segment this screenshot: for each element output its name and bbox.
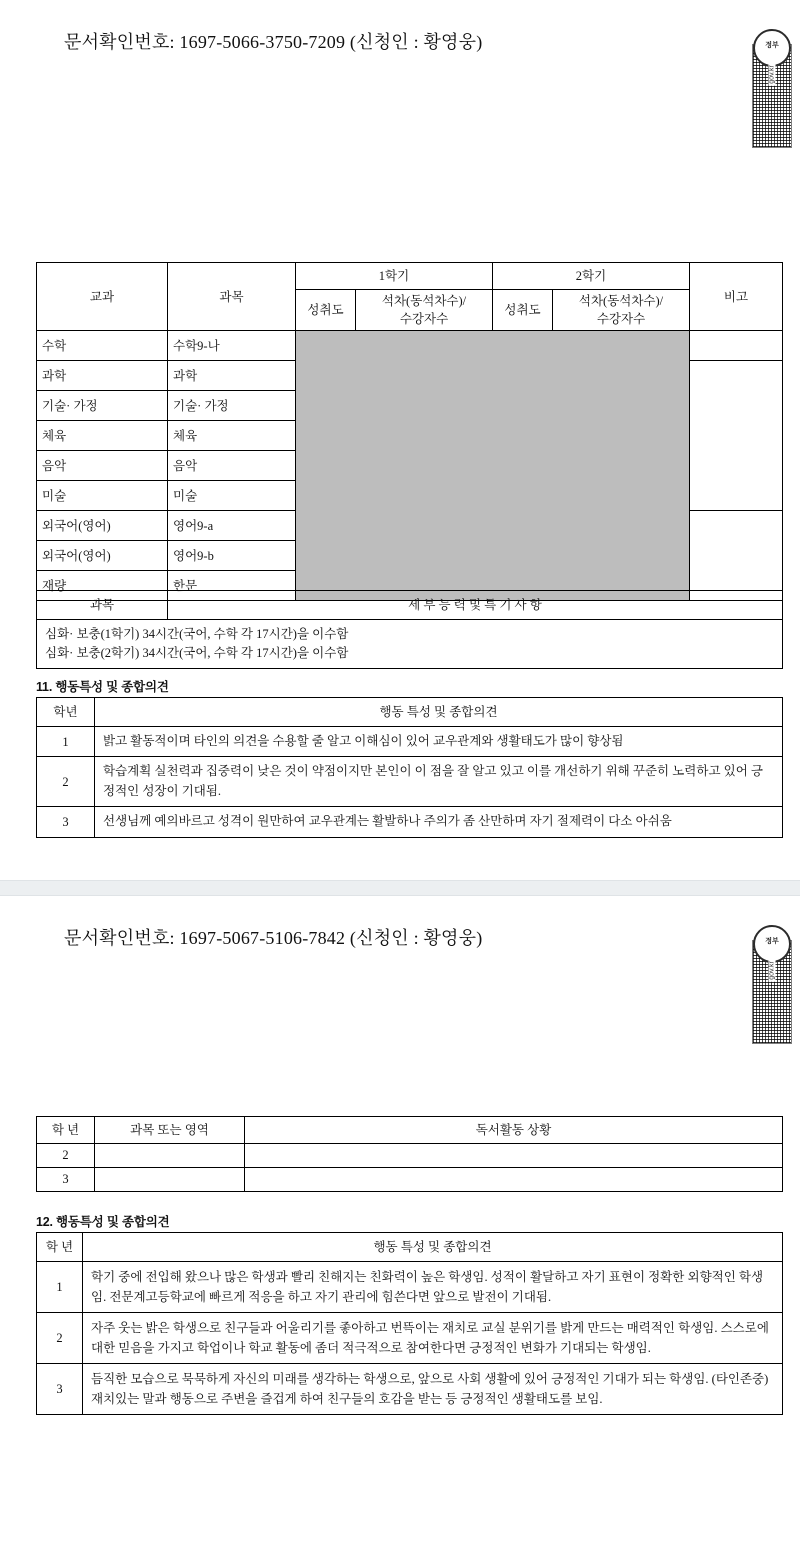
behavior-table-container-1 xyxy=(36,697,782,838)
behavior-header-content: 행동 특성 및 종합의견 xyxy=(95,698,783,727)
detail-line-1: 심화· 보충(1학기) 34시간(국어, 수학 각 17시간)을 이수함 xyxy=(45,627,349,642)
page-separator xyxy=(0,880,800,896)
behavior-table-1 xyxy=(36,697,783,838)
reading-subject xyxy=(95,1144,245,1168)
cell-subject-area: 체육 xyxy=(37,421,168,451)
reading-grade: 3 xyxy=(37,1168,95,1192)
header-term-2: 2학기 xyxy=(493,263,690,290)
table-row xyxy=(37,757,783,807)
behavior-text: 학습계획 실천력과 집중력이 낮은 것이 약점이지만 본인이 이 점을 잘 알고 있고 이를 개선하기 위해 꾸준히 노력하고 있어 긍정적인 성장이 기대됨. xyxy=(95,757,783,807)
reading-grade: 2 xyxy=(37,1144,95,1168)
grades-table xyxy=(36,262,783,601)
grades-header-row-1 xyxy=(37,263,783,290)
header-rank-line2: 수강자수 xyxy=(399,312,449,327)
government-stamp-1 xyxy=(752,44,792,148)
header-term-1: 1학기 xyxy=(296,263,493,290)
reading-header-grade: 학 년 xyxy=(37,1117,95,1144)
header-rank-term1 xyxy=(356,290,493,331)
behavior-grade: 2 xyxy=(37,757,95,807)
header-achievement-term1: 성취도 xyxy=(296,290,356,331)
government-stamp-2 xyxy=(752,940,792,1044)
cell-remark xyxy=(690,331,783,361)
behavior-grade: 1 xyxy=(37,727,95,757)
cell-remark xyxy=(690,511,783,601)
reading-activity-table-container xyxy=(36,1116,782,1192)
table-row xyxy=(37,331,783,361)
behavior2-header-grade: 학 년 xyxy=(37,1233,83,1262)
detail-ability-table xyxy=(36,590,783,669)
cell-subject: 체육 xyxy=(168,421,296,451)
behavior-table-2 xyxy=(36,1232,783,1415)
cell-subject-area: 외국어(영어) xyxy=(37,541,168,571)
section-12-caption: 12. 행동특성 및 종합의견 xyxy=(36,1215,170,1229)
government-seal-icon: 정부 xyxy=(753,29,791,67)
table-row xyxy=(37,1313,783,1364)
header-rank2-line1: 석차(동석차수)/ xyxy=(578,294,664,308)
behavior2-grade: 3 xyxy=(37,1364,83,1415)
detail-header-row xyxy=(37,591,783,620)
behavior-text: 선생님께 예의바르고 성격이 원만하여 교우관계는 활발하나 주의가 좀 산만하며 자기 절제력이 다소 아쉬움 xyxy=(95,807,783,837)
table-row xyxy=(37,1144,783,1168)
cell-subject: 한문 xyxy=(168,571,296,601)
cell-remark xyxy=(690,361,783,511)
behavior2-grade: 2 xyxy=(37,1313,83,1364)
behavior-header-row xyxy=(37,698,783,727)
cell-subject: 수학9-나 xyxy=(168,331,296,361)
cell-subject-area: 재량 xyxy=(37,571,168,601)
table-row xyxy=(37,1168,783,1192)
cell-subject: 영어9-a xyxy=(168,511,296,541)
government-seal-icon: 정부 xyxy=(753,925,791,963)
detail-ability-table-container xyxy=(36,590,782,669)
header-subject-area: 교과 xyxy=(37,263,168,331)
behavior2-text: 학기 중에 전입해 왔으나 많은 학생과 빨리 친해지는 친화력이 높은 학생임. 성적이 활달하고 자기 표현이 정확한 외향적인 학생임. 전문계고등학교에 빠르게 적응을 하고 자기 관리에 힘쓴다면 앞으로 발전이 기대됨. xyxy=(83,1262,783,1313)
reading-header-subject: 과목 또는 영역 xyxy=(95,1117,245,1144)
behavior2-header-row xyxy=(37,1233,783,1262)
behavior-table-container-2 xyxy=(36,1232,782,1415)
detail-body xyxy=(37,620,783,669)
detail-header-subject: 과목 xyxy=(37,591,168,620)
reading-header-row xyxy=(37,1117,783,1144)
govkr-label: gov.kr xyxy=(768,961,776,980)
cell-subject: 미술 xyxy=(168,481,296,511)
detail-header-title: 세 부 능 력 및 특 기 사 항 xyxy=(168,591,783,620)
reading-header-content: 독서활동 상황 xyxy=(245,1117,783,1144)
reading-content xyxy=(245,1144,783,1168)
cell-subject-area: 과학 xyxy=(37,361,168,391)
cell-subject-area: 기술· 가정 xyxy=(37,391,168,421)
behavior-grade: 3 xyxy=(37,807,95,837)
redacted-grades-region xyxy=(296,331,690,601)
detail-line-2: 심화· 보충(2학기) 34시간(국어, 수학 각 17시간)을 이수함 xyxy=(45,646,349,660)
grades-table-container xyxy=(36,262,782,601)
table-row xyxy=(37,1262,783,1313)
header-rank2-line2: 수강자수 xyxy=(596,312,646,327)
behavior2-grade: 1 xyxy=(37,1262,83,1313)
behavior-header-grade: 학년 xyxy=(37,698,95,727)
document-verification-number-1: 문서확인번호: 1697-5066-3750-7209 (신청인 : 황영웅) xyxy=(64,32,483,52)
govkr-label: gov.kr xyxy=(768,65,776,84)
behavior2-text: 듬직한 모습으로 묵묵하게 자신의 미래를 생각하는 학생으로, 앞으로 사회 생활에 있어 긍정적인 기대가 되는 학생임. (타인존중) 재치있는 말과 행동으로 주변을 즐겁게 하여 친구들의 호감을 받는 등 긍정적인 생활태도를 보임. xyxy=(83,1364,783,1415)
reading-subject xyxy=(95,1168,245,1192)
header-achievement-term2: 성취도 xyxy=(493,290,553,331)
document-verification-number-2: 문서확인번호: 1697-5067-5106-7842 (신청인 : 황영웅) xyxy=(64,928,483,948)
reading-content xyxy=(245,1168,783,1192)
cell-subject: 음악 xyxy=(168,451,296,481)
behavior-text: 밝고 활동적이며 타인의 의견을 수용할 줄 알고 이해심이 있어 교우관계와 생활태도가 많이 향상됨 xyxy=(95,727,783,757)
header-remark: 비고 xyxy=(690,263,783,331)
cell-subject-area: 수학 xyxy=(37,331,168,361)
table-row xyxy=(37,620,783,669)
behavior2-header-content: 행동 특성 및 종합의견 xyxy=(83,1233,783,1262)
header-subject: 과목 xyxy=(168,263,296,331)
cell-subject: 과학 xyxy=(168,361,296,391)
behavior2-text: 자주 웃는 밝은 학생으로 친구들과 어울리기를 좋아하고 번뜩이는 재치로 교실 분위기를 밝게 만드는 매력적인 학생임. 스스로에 대한 믿음을 가지고 학업이나 학교 활동에 좀더 적극적으로 참여한다면 긍정적인 변화가 기대되는 학생임. xyxy=(83,1313,783,1364)
cell-subject: 기술· 가정 xyxy=(168,391,296,421)
header-rank-line1: 석차(동석차수)/ xyxy=(381,294,467,308)
document-page-2 xyxy=(0,896,800,1556)
table-row xyxy=(37,1364,783,1415)
cell-subject-area: 미술 xyxy=(37,481,168,511)
reading-activity-table xyxy=(36,1116,783,1192)
header-rank-term2 xyxy=(553,290,690,331)
section-11-caption: 11. 행동특성 및 종합의견 xyxy=(36,680,169,694)
cell-subject-area: 음악 xyxy=(37,451,168,481)
table-row xyxy=(37,727,783,757)
cell-subject: 영어9-b xyxy=(168,541,296,571)
cell-subject-area: 외국어(영어) xyxy=(37,511,168,541)
table-row xyxy=(37,807,783,837)
